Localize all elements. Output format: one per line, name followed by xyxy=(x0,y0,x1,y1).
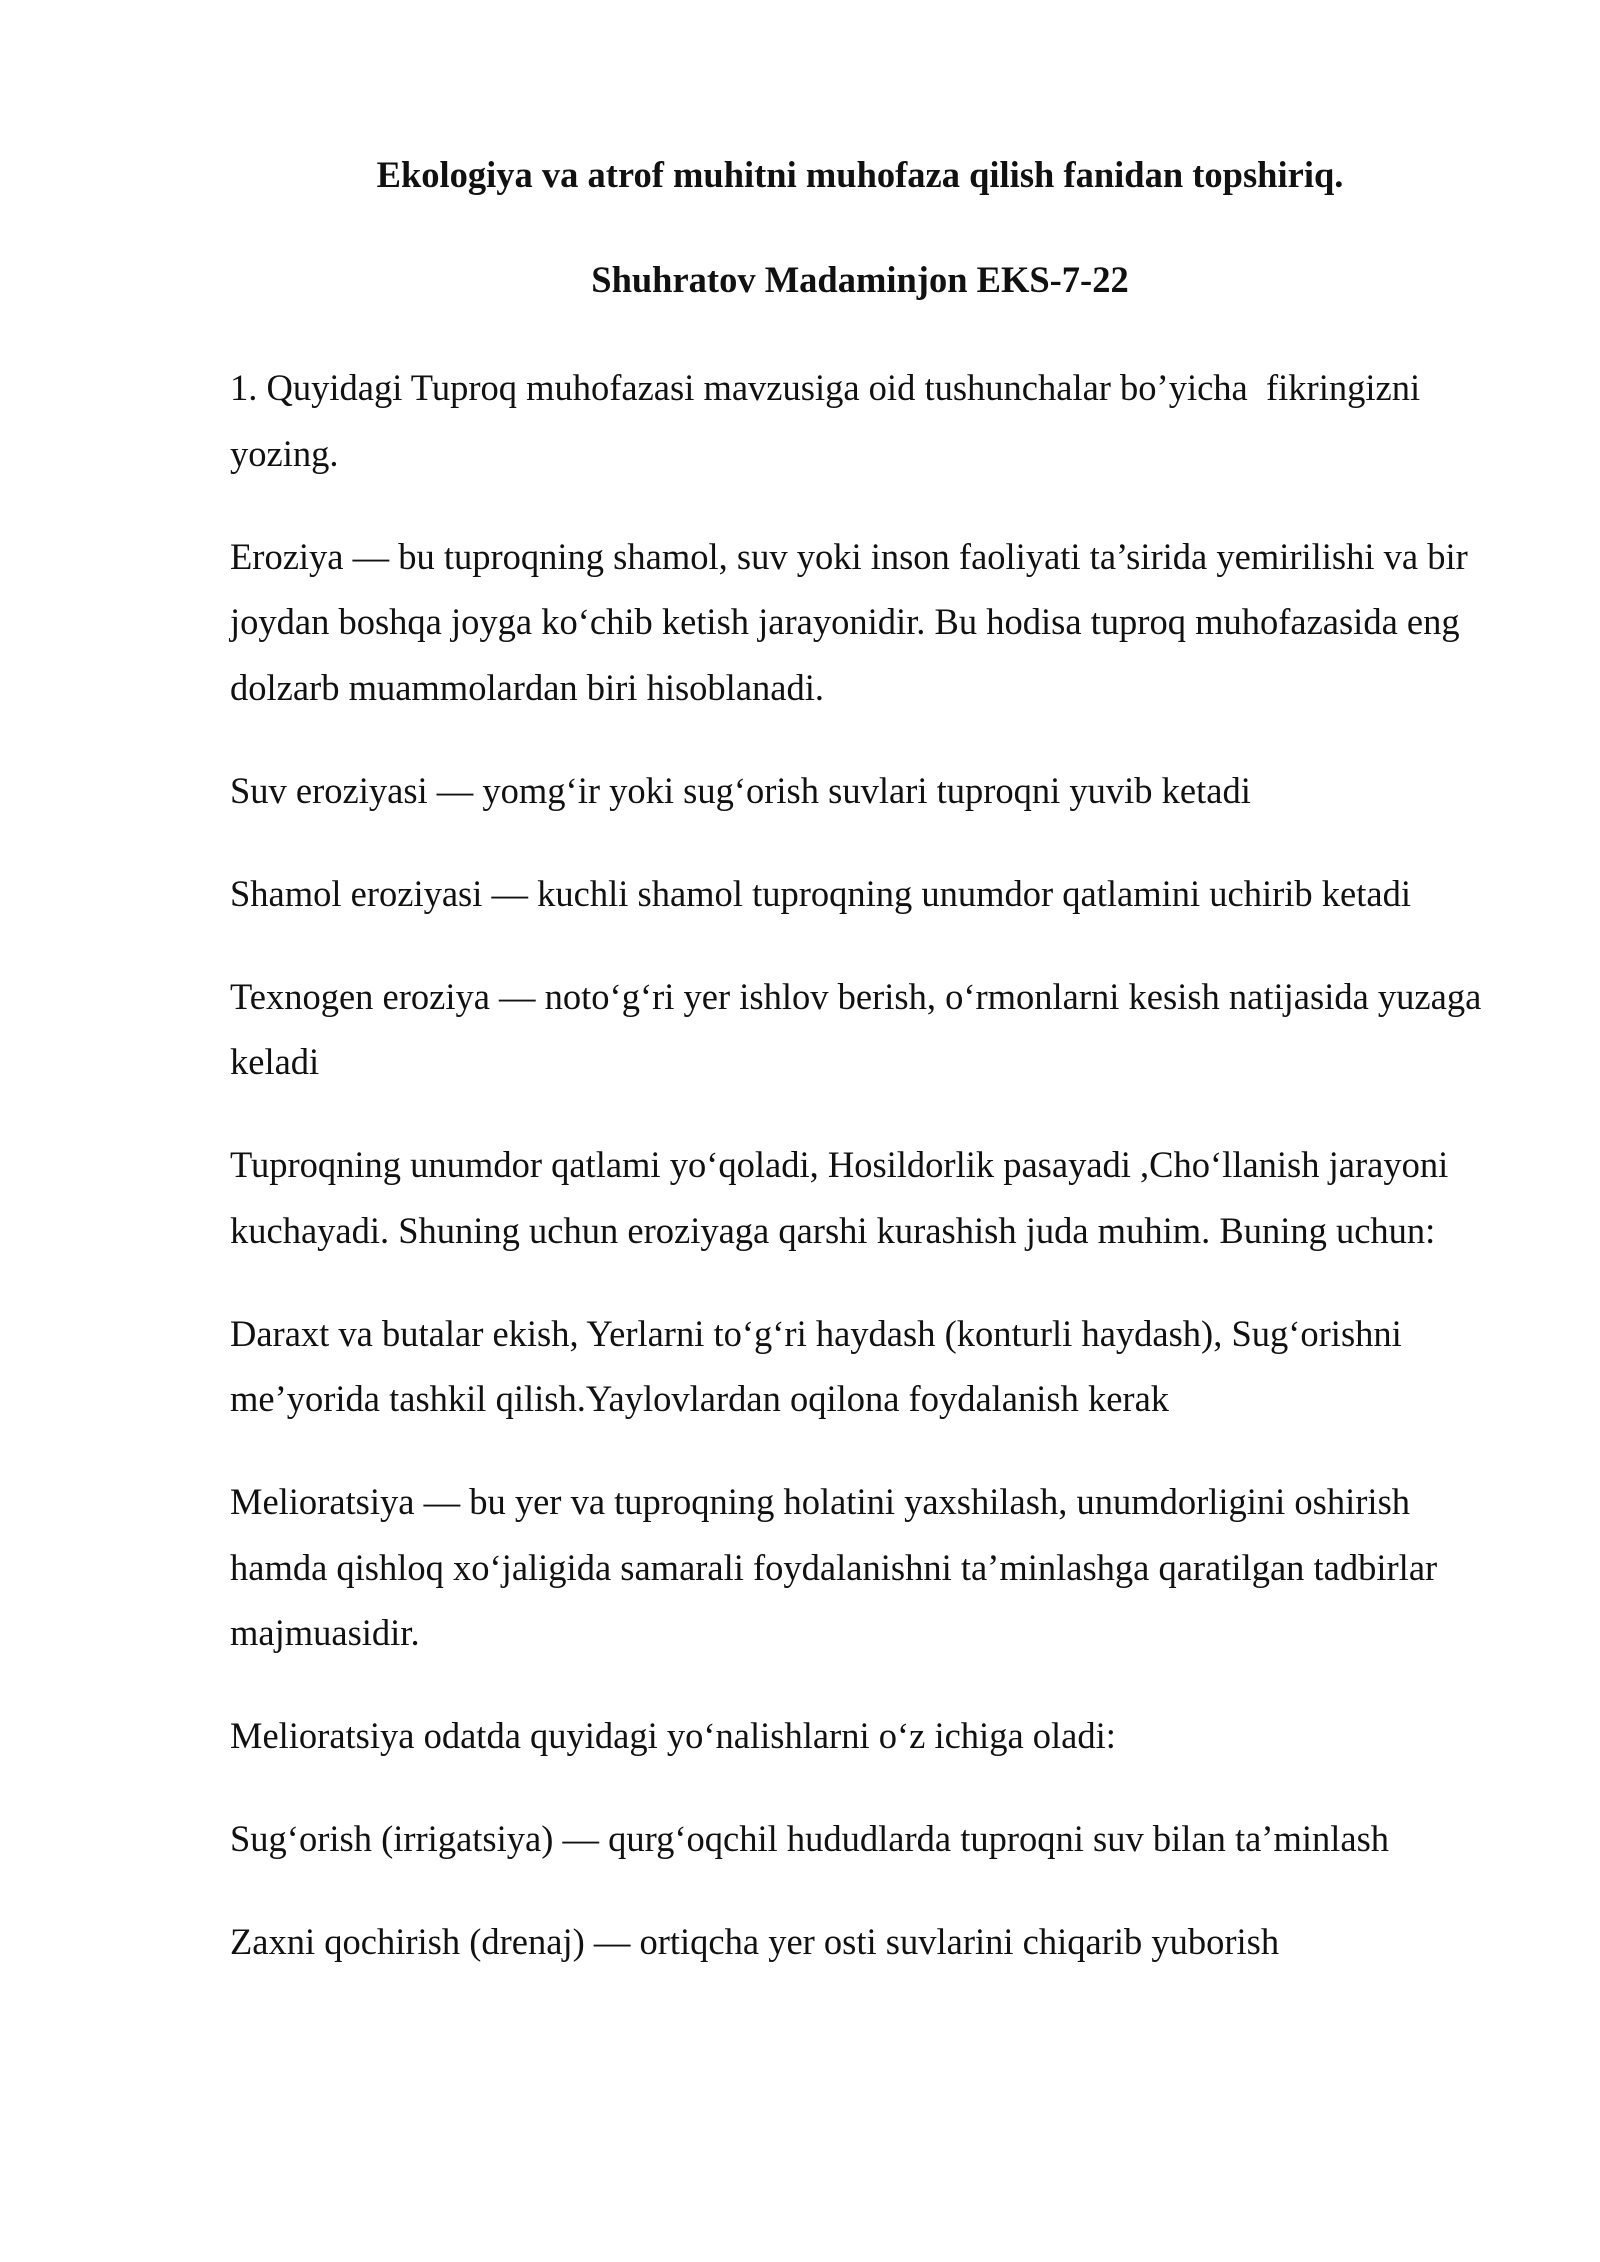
paragraph-melioration-definition: Melioratsiya — bu yer va tuproqning holatini yaxshilash, unumdorligini oshirish hamda qishloq xo‘jaligida samarali foydalanishni ta’minlashga qaratilgan tadbirlar majmuasidir. xyxy=(230,1481,1447,1653)
paragraph-erosion-definition: Eroziya — bu tuproqning shamol, suv yoki inson faoliyati ta’sirida yemirilishi va bir joydan boshqa joyga ko‘chib ketish jarayonidir. Bu hodisa tuproq muhofazasida eng dolzarb muammolardan biri hisoblanadi. xyxy=(230,535,1477,708)
paragraph-irrigation: Sug‘orish (irrigatsiya) — qurg‘oqchil hududlarda tuproqni suv bilan ta’minlash xyxy=(230,1818,1390,1859)
paragraph-melioration-directions: Melioratsiya odatda quyidagi yo‘nalishlarni o‘z ichiga oladi: xyxy=(230,1715,1116,1756)
author-line: Shuhratov Madaminjon EKS-7-22 xyxy=(591,259,1129,300)
paragraph-erosion-measures: Daraxt va butalar ekish, Yerlarni to‘g‘ri haydash (konturli haydash), Sug‘orishni me’yorida tashkil qilish.Yaylovlardan oqilona foydalanish kerak xyxy=(230,1312,1411,1419)
paragraph-water-erosion: Suv eroziyasi — yomg‘ir yoki sug‘orish suvlari tuproqni yuvib ketadi xyxy=(230,769,1251,811)
paragraph-erosion-consequences: Tuproqning unumdor qatlami yo‘qoladi, Hosildorlik pasayadi ,Cho‘llanish jarayoni kuchayadi. Shuning uchun eroziyaga qarshi kurashish juda muhim. Buning uchun: xyxy=(230,1144,1458,1251)
paragraph-technogenic-erosion: Texnogen eroziya — noto‘g‘ri yer ishlov berish, o‘rmonlarni kesish natijasida yuzaga keladi xyxy=(230,975,1491,1082)
paragraph-wind-erosion: Shamol eroziyasi — kuchli shamol tuproqning unumdor qatlamini uchirib ketadi xyxy=(230,872,1411,914)
paragraph-drainage: Zaxni qochirish (drenaj) — ortiqcha yer osti suvlarini chiqarib yuborish xyxy=(230,1921,1280,1962)
document-body xyxy=(230,355,1490,2012)
paragraph-task-question: 1. Quyidagi Tuproq muhofazasi mavzusiga oid tushunchalar bo’yicha fikringizni yozing. xyxy=(230,367,1430,474)
document-title: Ekologiya va atrof muhitni muhofaza qilish fanidan topshiriq. xyxy=(376,154,1344,195)
